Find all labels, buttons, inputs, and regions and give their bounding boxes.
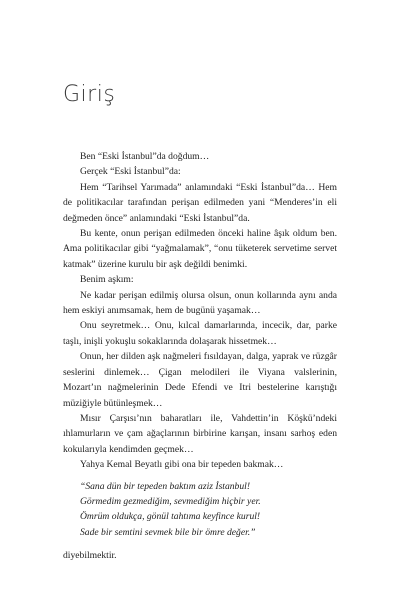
paragraph: Onun, her dilden aşk nağmeleri fısıldayan, dalga, yaprak ve rüzgâr seslerini dinlemek… Çigan melodileri ile Viyana valslerinin, Mozart’ın nağmelerinin Dede Efendi ve Itri bestelerine karıştığı müziğiyle bütünleşmek…	[63, 351, 337, 409]
paragraph: Benim aşkım:	[80, 274, 134, 286]
paragraph: Mısır Çarşısı’nın baharatları ile, Vahdettin’in Köşkü’ndeki ıhlamurların ve çam ağaçlarının birbirine karışan, insanı sarhoş eden kokularıyla kendimden geçmek…	[63, 412, 337, 455]
poem-line: Ömrüm oldukça, gönül tahtıma keyfince kurul!	[80, 511, 261, 523]
poem-line: Görmedim gezmediğim, sevmediğim hiçbir yer.	[80, 495, 261, 507]
poem-line: Sade bir semtini sevmek bile bir ömre değer.”	[80, 526, 256, 538]
paragraph: Gerçek “Eski İstanbul”da:	[80, 166, 181, 178]
poem-line: “Sana dün bir tepeden baktım aziz İstanbul!	[80, 480, 251, 492]
poem-quote	[80, 479, 337, 541]
paragraph: Ben “Eski İstanbul”da doğdum…	[80, 151, 210, 162]
paragraph: Hem “Tarihsel Yarımada” anlamındaki “Eski İstanbul”da… Hem de politikacılar tarafından perişan edilmeden yani “Menderes’in eli değmeden önce” anlamındaki “Eski İstanbul”da.	[63, 181, 337, 224]
paragraph: Yahya Kemal Beyatlı gibi ona bir tepeden bakmak…	[80, 459, 284, 471]
paragraph: Ne kadar perişan edilmiş olursa olsun, onun kollarında aynı anda hem eskiyi anımsamak, hem de bugünü yaşamak…	[63, 289, 337, 317]
chapter-heading: Giriş	[63, 82, 116, 107]
closing-line: diyebilmektir.	[63, 550, 117, 562]
paragraph: Onu seyretmek… Onu, kılcal damarlarında, incecik, dar, parke taşlı, inişli yokuşlu sokaklarında dolaşarak hissetmek…	[63, 320, 337, 347]
chapter-body	[63, 149, 337, 564]
paragraph: Bu kente, onun perişan edilmeden önceki haline âşık oldum ben. Ama politikacılar gibi “yağmalamak”, “onu tüketerek servetime servet katmak” üzerine kurulu bir aşk değildi benimki.	[63, 228, 337, 270]
